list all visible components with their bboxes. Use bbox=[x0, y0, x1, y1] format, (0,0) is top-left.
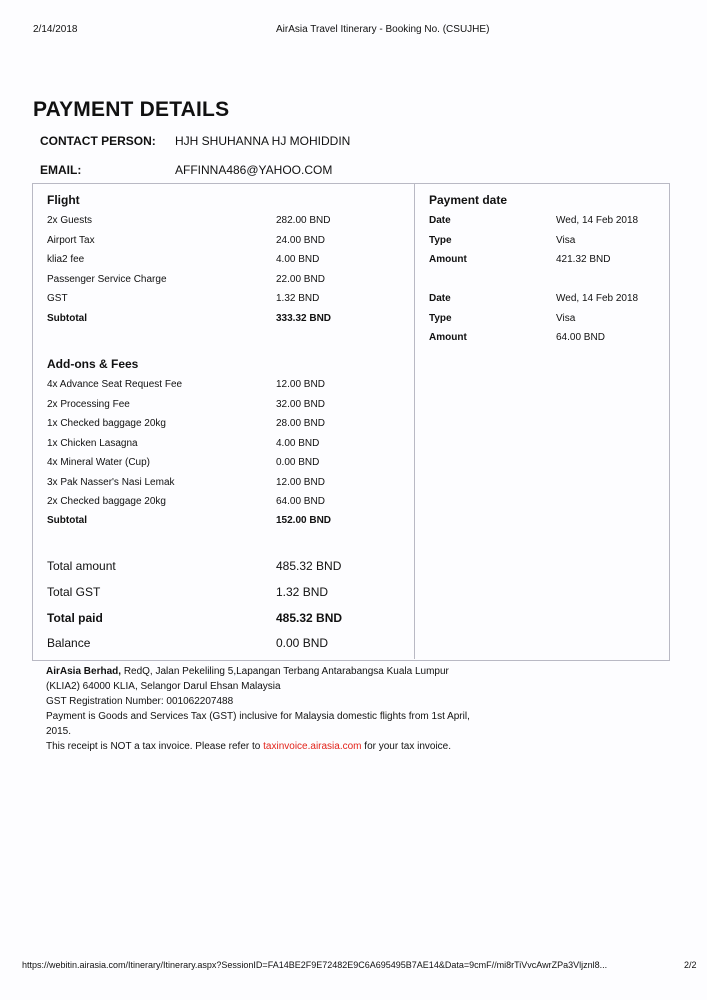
gst-note-line-2: 2015. bbox=[46, 726, 72, 737]
flight-subtotal-amount: 333.32 BND bbox=[276, 313, 332, 324]
contact-label: CONTACT PERSON: bbox=[40, 134, 156, 148]
addon-item-label: 4x Advance Seat Request Fee bbox=[47, 379, 183, 390]
addons-subtotal-amount: 152.00 BND bbox=[276, 515, 332, 526]
addon-item-label: 3x Pak Nasser's Nasi Lemak bbox=[47, 477, 175, 488]
email-label: EMAIL: bbox=[40, 163, 82, 177]
balance-value: 0.00 BND bbox=[276, 636, 329, 650]
address-line-2: (KLIA2) 64000 KLIA, Selangor Darul Ehsan Malaysia bbox=[46, 681, 281, 692]
receipt-note-pre: This receipt is NOT a tax invoice. Please refer to bbox=[46, 741, 261, 752]
table-divider bbox=[414, 183, 415, 659]
flight-item-label: klia2 fee bbox=[47, 254, 85, 265]
payment-amount-value: 64.00 BND bbox=[556, 332, 605, 343]
total-gst-value: 1.32 BND bbox=[276, 585, 329, 599]
payment-date-label: Date bbox=[429, 215, 451, 226]
payment-type-label: Type bbox=[429, 313, 452, 324]
payment-type-value: Visa bbox=[556, 313, 576, 324]
page-title: PAYMENT DETAILS bbox=[33, 98, 230, 121]
email-value: AFFINNA486@YAHOO.COM bbox=[175, 163, 333, 177]
total-amount-value: 485.32 BND bbox=[276, 559, 342, 573]
addon-item-amount: 12.00 BND bbox=[276, 379, 325, 390]
print-date: 2/14/2018 bbox=[33, 24, 78, 35]
flight-item-amount: 1.32 BND bbox=[276, 293, 320, 304]
flight-item-amount: 24.00 BND bbox=[276, 235, 325, 246]
addon-item-label: 1x Chicken Lasagna bbox=[47, 438, 138, 449]
receipt-note-post: for your tax invoice. bbox=[364, 741, 452, 752]
addon-item-amount: 0.00 BND bbox=[276, 457, 320, 468]
addon-item-amount: 28.00 BND bbox=[276, 418, 325, 429]
payment-heading: Payment date bbox=[429, 193, 508, 207]
flight-item-amount: 282.00 BND bbox=[276, 215, 331, 226]
addon-item-amount: 32.00 BND bbox=[276, 399, 325, 410]
receipt-note bbox=[46, 739, 451, 754]
addons-subtotal-label: Subtotal bbox=[47, 515, 87, 526]
flight-item-label: Airport Tax bbox=[47, 235, 95, 246]
payment-date-value: Wed, 14 Feb 2018 bbox=[556, 293, 639, 304]
tax-invoice-link[interactable]: taxinvoice.airasia.com bbox=[263, 741, 362, 752]
page-number: 2/2 bbox=[684, 960, 697, 970]
payment-amount-label: Amount bbox=[429, 332, 467, 343]
total-paid-label: Total paid bbox=[47, 611, 103, 625]
payment-amount-value: 421.32 BND bbox=[556, 254, 611, 265]
company-name: AirAsia Berhad, bbox=[46, 666, 122, 677]
gst-note-line-1: Payment is Goods and Services Tax (GST) inclusive for Malaysia domestic flights from 1st April, bbox=[46, 711, 470, 722]
flight-item-amount: 22.00 BND bbox=[276, 274, 325, 285]
balance-label: Balance bbox=[47, 636, 91, 650]
payment-date-value: Wed, 14 Feb 2018 bbox=[556, 215, 639, 226]
flight-item-label: Passenger Service Charge bbox=[47, 274, 167, 285]
addon-item-amount: 64.00 BND bbox=[276, 496, 325, 507]
flight-item-amount: 4.00 BND bbox=[276, 254, 320, 265]
print-url: https://webitin.airasia.com/Itinerary/Itinerary.aspx?SessionID=FA14BE2F9E72482E9C6A695495B7AE14&Data=9cmF//mi8rTiVvcAwrZPa3Vljznl8... bbox=[22, 960, 608, 970]
contact-value: HJH SHUHANNA HJ MOHIDDIN bbox=[175, 134, 351, 148]
flight-item-label: 2x Guests bbox=[47, 215, 93, 226]
address-line-1: RedQ, Jalan Pekeliling 5,Lapangan Terbang Antarabangsa Kuala Lumpur bbox=[123, 666, 449, 677]
total-gst-label: Total GST bbox=[47, 585, 101, 599]
addon-item-label: 2x Processing Fee bbox=[47, 399, 130, 410]
flight-heading: Flight bbox=[47, 193, 80, 207]
company-address-line-1 bbox=[46, 664, 449, 679]
payment-date-label: Date bbox=[429, 293, 451, 304]
addon-item-amount: 4.00 BND bbox=[276, 438, 320, 449]
addon-item-amount: 12.00 BND bbox=[276, 477, 325, 488]
flight-subtotal-label: Subtotal bbox=[47, 313, 87, 324]
payment-type-label: Type bbox=[429, 235, 452, 246]
payment-amount-label: Amount bbox=[429, 254, 467, 265]
flight-item-label: GST bbox=[47, 293, 68, 304]
addon-item-label: 4x Mineral Water (Cup) bbox=[47, 457, 150, 468]
total-amount-label: Total amount bbox=[47, 559, 116, 573]
payment-type-value: Visa bbox=[556, 235, 576, 246]
addon-item-label: 1x Checked baggage 20kg bbox=[47, 418, 166, 429]
total-paid-value: 485.32 BND bbox=[276, 611, 343, 625]
addon-item-label: 2x Checked baggage 20kg bbox=[47, 496, 166, 507]
gst-registration: GST Registration Number: 001062207488 bbox=[46, 696, 234, 707]
addons-heading: Add-ons & Fees bbox=[47, 357, 139, 371]
print-title: AirAsia Travel Itinerary - Booking No. (CSUJHE) bbox=[276, 24, 490, 35]
